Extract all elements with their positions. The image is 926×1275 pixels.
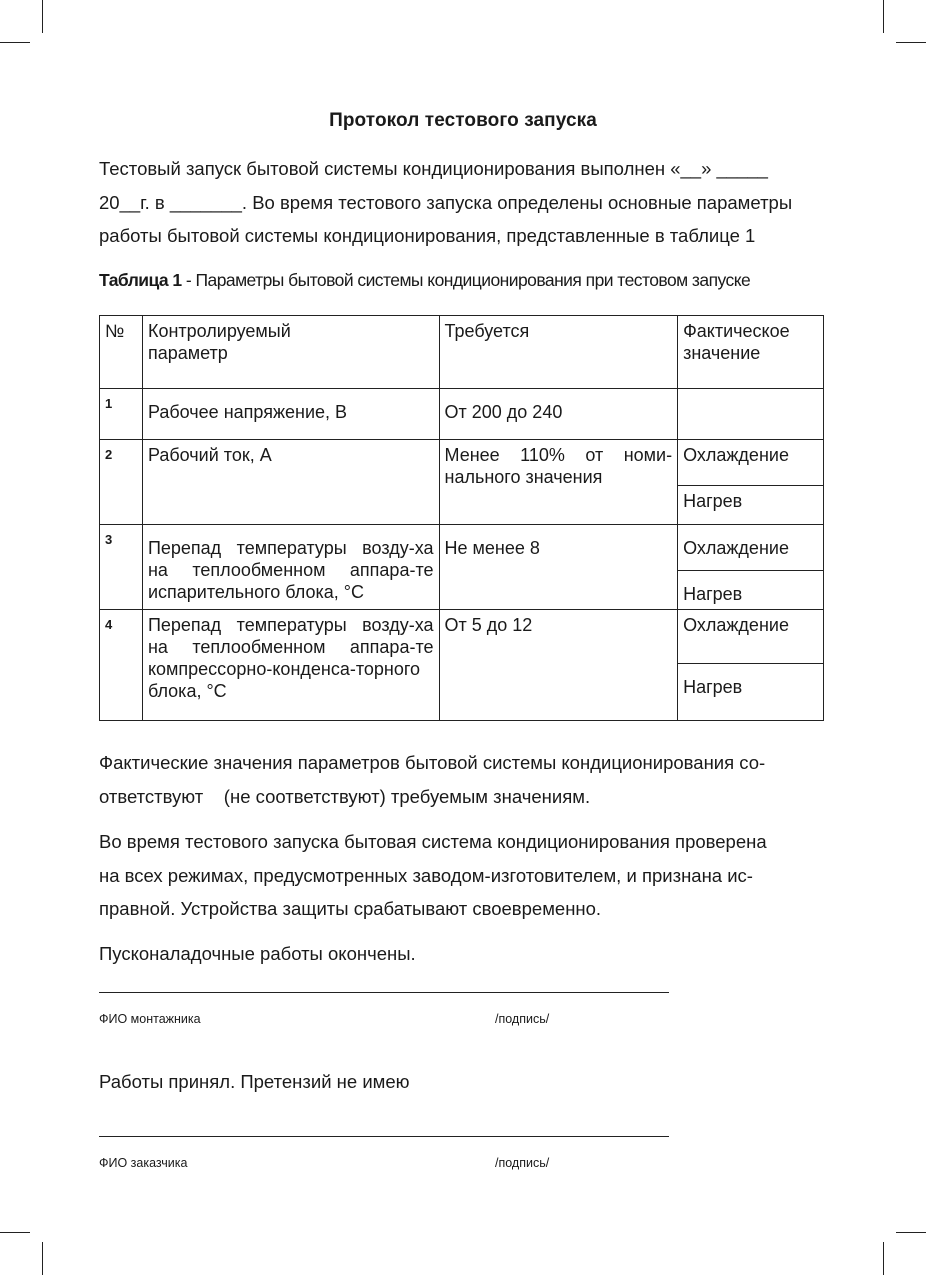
conclusion-line: ответствуют (не соответствуют) требуемым значениям. — [99, 785, 591, 807]
conclusion-paragraph — [99, 746, 826, 813]
row-required: Не менее 8 — [439, 525, 678, 610]
intro-line: работы бытовой системы кондиционирования, представленные в таблице 1 — [99, 225, 756, 246]
crop-mark — [883, 1242, 884, 1275]
intro-line: Тестовый запуск бытовой системы кондиционирования выполнен «__» _____ — [99, 158, 768, 179]
intro-paragraph — [99, 152, 826, 253]
header-num: № — [100, 316, 143, 389]
crop-mark — [896, 1232, 926, 1233]
test-result-line: на всех режимах, предусмотренных заводом-изготовителем, и признана ис- — [99, 864, 753, 886]
row-param: Рабочий ток, А — [142, 440, 439, 525]
customer-signature-line[interactable] — [99, 1136, 669, 1137]
test-result-line: правной. Устройства защиты срабатывают своевременно. — [99, 898, 602, 919]
row-actual-value[interactable] — [678, 389, 824, 440]
row-mode-cooling[interactable]: Охлаждение — [678, 440, 824, 486]
table-row — [100, 389, 824, 440]
header-actual: Фактическое значение — [678, 316, 824, 389]
conclusion-line: Фактические значения параметров бытовой системы кондиционирования со- — [99, 752, 766, 773]
row-num: 4 — [100, 610, 143, 721]
page-title: Протокол тестового запуска — [329, 110, 597, 131]
table-caption — [99, 270, 839, 291]
customer-sign-label: /подпись/ — [495, 1156, 550, 1170]
acceptance-text: Работы принял. Претензий не имею — [99, 1071, 410, 1092]
row-num: 3 — [100, 525, 143, 610]
intro-line: 20__г. в _______. Во время тестового запуска определены основные параметры — [99, 191, 793, 213]
row-mode-heating[interactable]: Нагрев — [678, 486, 824, 525]
row-num: 1 — [100, 389, 143, 440]
customer-name-label: ФИО заказчика — [99, 1156, 188, 1170]
header-required: Требуется — [439, 316, 678, 389]
table-row — [100, 610, 824, 664]
row-mode-heating[interactable]: Нагрев — [678, 664, 824, 721]
crop-mark — [42, 0, 43, 33]
crop-mark — [42, 1242, 43, 1275]
table-row — [100, 525, 824, 571]
installer-sign-label: /подпись/ — [495, 1012, 550, 1026]
row-num: 2 — [100, 440, 143, 525]
crop-mark — [0, 1232, 30, 1233]
row-required: От 5 до 12 — [439, 610, 678, 721]
installer-name-label: ФИО монтажника — [99, 1012, 201, 1026]
table-caption-text: - Параметры бытовой системы кондиционирования при тестовом запуске — [181, 270, 751, 290]
crop-mark — [896, 42, 926, 43]
row-mode-cooling[interactable]: Охлаждение — [678, 525, 824, 571]
row-param: Рабочее напряжение, В — [142, 389, 439, 440]
row-param: Перепад температуры возду-ха на теплообменном аппара-те испарительного блока, °С — [142, 525, 439, 610]
row-mode-heating[interactable]: Нагрев — [678, 571, 824, 610]
row-required: Менее 110% от номи-нального значения — [439, 440, 678, 525]
commissioning-done-text: Пусконаладочные работы окончены. — [99, 943, 416, 964]
parameters-table — [99, 315, 824, 721]
table-row — [100, 440, 824, 486]
installer-signature-line[interactable] — [99, 992, 669, 993]
test-result-line: Во время тестового запуска бытовая система кондиционирования проверена — [99, 831, 767, 852]
test-result-paragraph — [99, 825, 826, 926]
crop-mark — [0, 42, 30, 43]
row-required: От 200 до 240 — [439, 389, 678, 440]
header-param: Контролируемый параметр — [142, 316, 439, 389]
table-caption-number: Таблица 1 — [99, 270, 182, 290]
crop-mark — [883, 0, 884, 33]
row-mode-cooling[interactable]: Охлаждение — [678, 610, 824, 664]
row-param: Перепад температуры возду-ха на теплообменном аппара-те компрессорно-конденса-торного блока, °С — [142, 610, 439, 721]
table-header-row — [100, 316, 824, 389]
